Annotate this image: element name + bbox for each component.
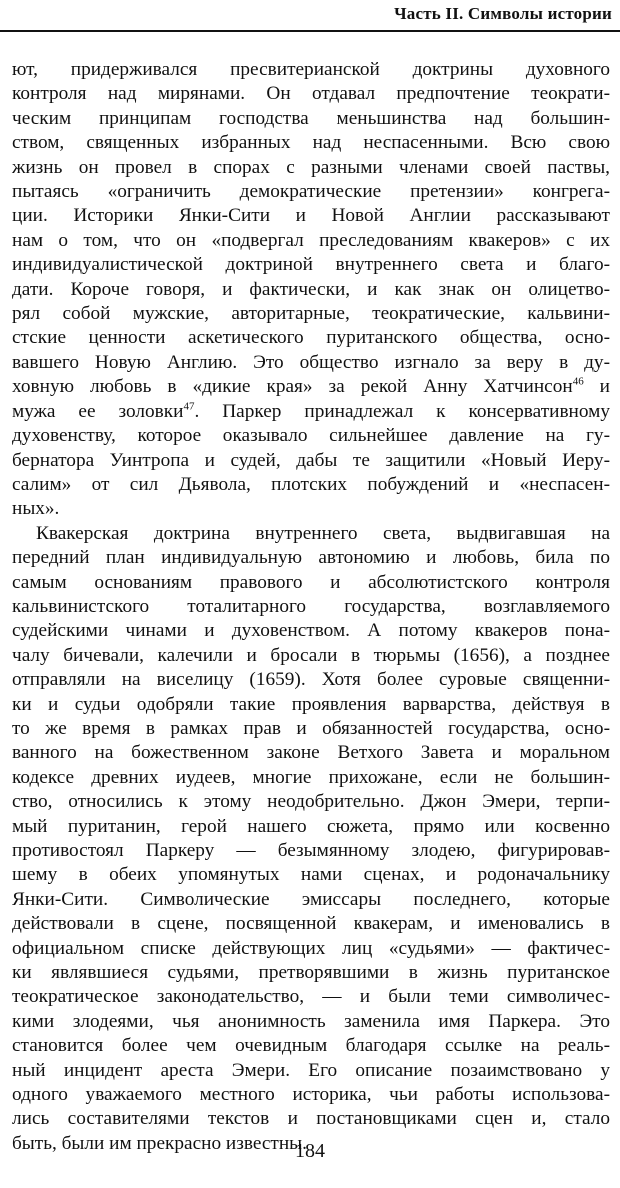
text-line: кими злодеями, чья анонимность заменила имя Паркера. Это [12,1010,610,1032]
text-line: самым основаниям правового и абсолютистского контроля [12,571,610,593]
footnote-ref[interactable]: 47 [183,400,195,413]
text-line: лись составителями текстов и постановщиками сцен и, стало [12,1108,610,1130]
body-text [12,58,610,1156]
text-segment: мужа ее золовки [12,400,184,422]
text-line: кальвинистского тоталитарного государства, возглавляемого [12,595,610,617]
text-line: ных». [12,498,60,520]
text-line: стские ценности аскетического пуританского общества, осно- [12,327,610,349]
text-line: вавшего Новую Англию. Это общество изгнало за веру в ду- [12,351,610,373]
text-segment: и [583,376,610,398]
text-line: теократическое законодательство, — и были теми символичес- [12,986,610,1008]
text-line: быть, были им прекрасно известны. [12,1132,307,1154]
text-line: ют, придерживался пресвитерианской доктрины духовного [12,59,610,80]
text-line: противостоял Паркеру — безымянному злодею, фигурировав- [12,840,610,861]
text-line: то же время в рамках прав и обязанностей государства, осно- [12,717,610,739]
text-line: действовали в сцене, посвященной квакерам, и именовались в [12,913,610,935]
text-line: кодексе древних иудеев, многие прихожане, если не большин- [12,766,610,788]
text-line: мый пуританин, герой нашего сюжета, прямо или косвенно [12,815,610,837]
text-line: нам о том, что он «подвергал преследованиям квакеров» с их [12,229,610,251]
text-line: ции. Историки Янки-Сити и Новой Англии рассказывают [12,205,610,227]
text-line: ческим принципам господства меньшинства над большин- [12,107,610,129]
text-line: ство, относились к этому неодобрительно. Джон Эмери, терпи- [12,791,610,813]
page-number: 184 [295,1140,325,1162]
header-rule [0,30,620,32]
text-line: Янки-Сити. Символические эмиссары последнего, которые [12,888,610,910]
text-line: Квакерская доктрина внутреннего света, выдвигавшая на [36,522,610,544]
text-line: пытаясь «ограничить демократические претензии» конгрега- [12,181,610,203]
text-line: бернатора Уинтропа и судей, дабы те защитили «Новый Иеру- [12,449,610,471]
text-line: дати. Короче говоря, и фактически, и как знак он олицетво- [12,278,610,300]
running-header: Часть II. Символы истории [394,4,612,23]
text-line: ный инцидент ареста Эмери. Его описание позаимствовано у [12,1059,610,1081]
text-line: становится более чем очевидным благодаря ссылке на реаль- [12,1035,610,1057]
footnote-ref[interactable]: 46 [572,375,584,388]
text-line: чалу бичевали, калечили и бросали в тюрьмы (1656), а позднее [12,644,610,666]
text-line: ством, священных избранных над неспасенными. Всю свою [12,132,610,154]
text-line: духовенству, которое оказывало сильнейшее давление на гу- [12,425,610,447]
text-line: рял собой мужские, авторитарные, теократические, кальвини- [12,303,610,325]
text-line: салим» от сил Дьявола, плотских побуждений и «неспасен- [12,473,610,495]
text-segment: . Паркер принадлежал к консервативному [194,400,610,422]
text-line: официальном списке действующих лиц «судьями» — фактичес- [12,937,610,959]
text-line: одного уважаемого местного историка, чьи работы использова- [12,1084,610,1106]
text-line: ванного на божественном законе Ветхого Завета и моральном [12,742,610,764]
text-line-with-footnote [12,400,610,424]
text-line: жизнь он провел в спорах с разными членами своей паствы, [12,156,610,178]
text-segment: ховную любовь в «дикие края» за рекой Анну Хатчинсон [12,376,573,398]
text-line: контроля над мирянами. Он отдавал предпочтение теократи- [12,83,610,105]
text-line: индивидуалистической доктриной внутреннего света и благо- [12,254,610,276]
text-line: ки являвшиеся судьями, претворявшими в жизнь пуританское [12,962,610,984]
text-line-with-footnote [12,375,610,399]
text-line: передний план индивидуальную автономию и любовь, била по [12,547,610,569]
text-line: судейскими чинами и духовенством. А потому квакеров пона- [12,620,610,642]
text-line: отправляли на виселицу (1659). Хотя более суровые священни- [12,669,610,691]
text-line: шему в обеих упомянутых нами сценах, и родоначальнику [12,864,610,886]
text-line: ки и судьи одобряли такие проявления варварства, действуя в [12,693,610,715]
